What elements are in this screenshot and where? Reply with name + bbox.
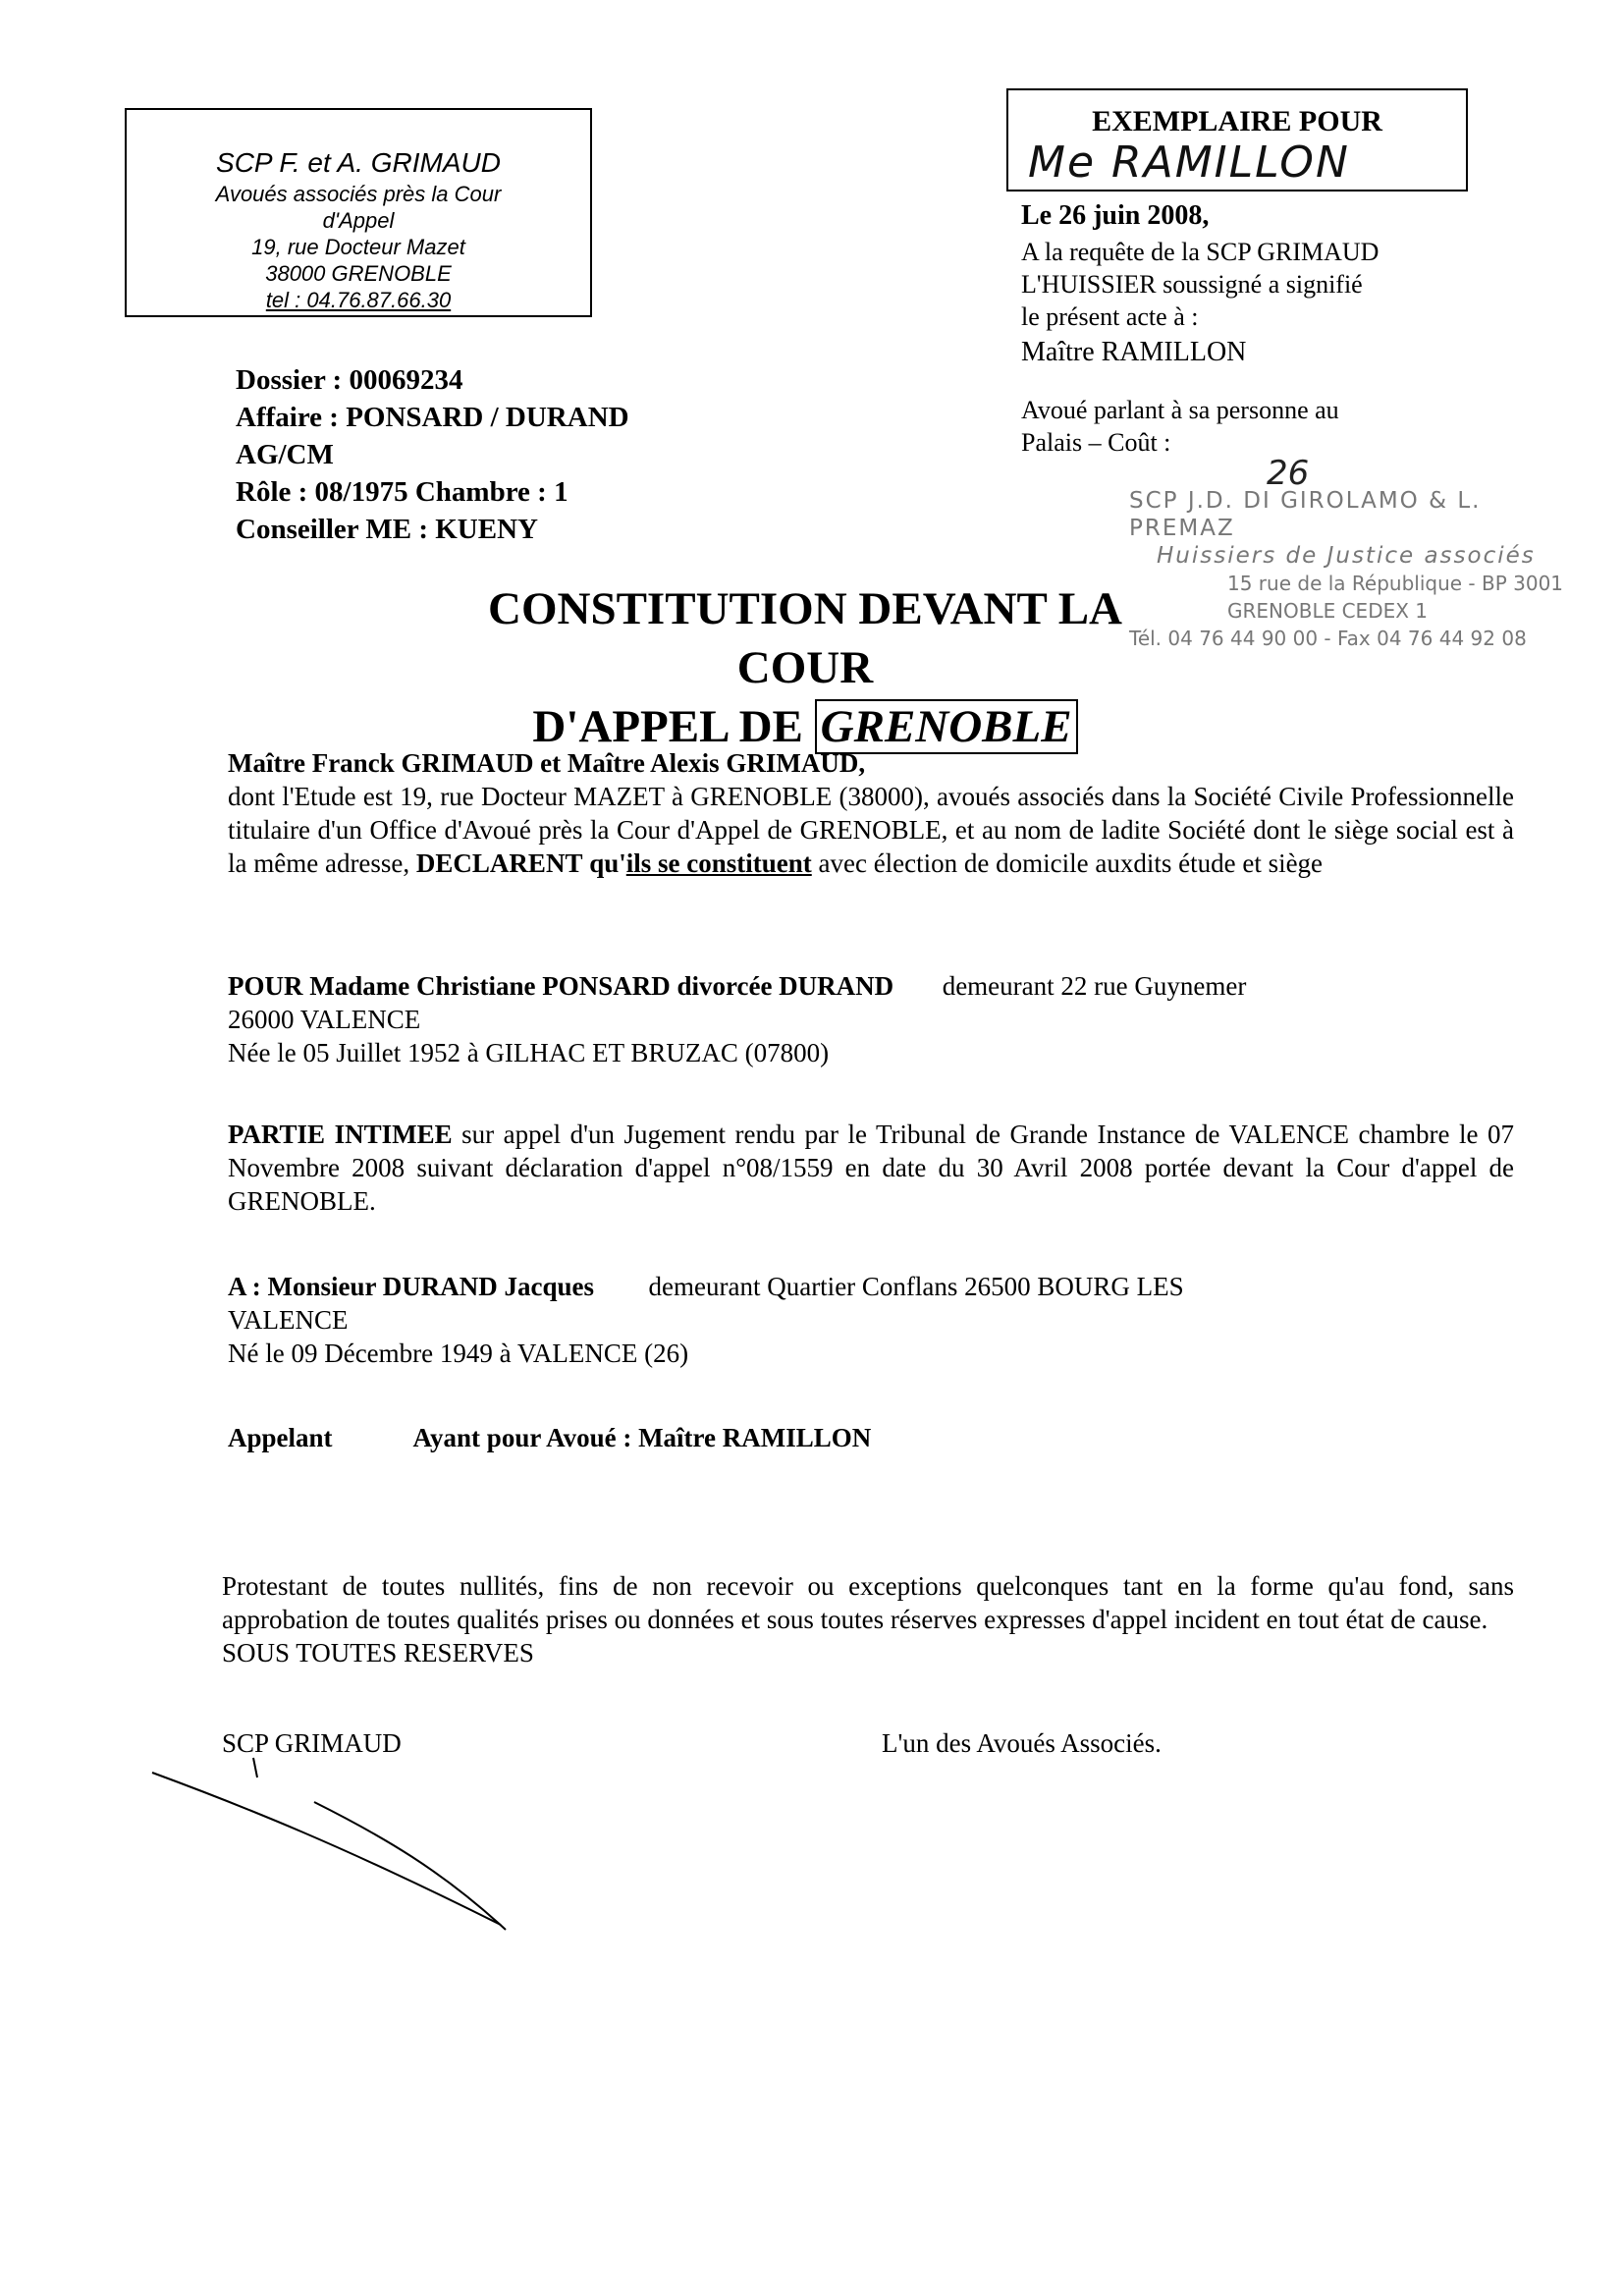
dossier-info (236, 361, 629, 548)
firm-box (125, 108, 592, 317)
handwritten-cost: 26 (1267, 454, 1310, 493)
partie-label: PARTIE INTIMEE (228, 1120, 453, 1149)
intro-lawyers: Maître Franck GRIMAUD et Maître Alexis GRIMAUD, (228, 748, 866, 778)
service-block (1021, 196, 1571, 459)
stamp-line-1: SCP J.D. DI GIROLAMO & L. PREMAZ (1129, 488, 1482, 541)
dossier-role: Rôle : 08/1975 Chambre : 1 (236, 476, 568, 508)
a-city: VALENCE (228, 1305, 349, 1335)
pour-city: 26000 VALENCE (228, 1005, 421, 1034)
service-line-3: le présent acte à : (1021, 302, 1199, 331)
firm-line-2: d'Appel (322, 208, 395, 233)
dossier-affaire: Affaire : PONSARD / DURAND (236, 402, 629, 433)
closing-scp: SCP GRIMAUD (222, 1728, 402, 1758)
title-line-1: CONSTITUTION DEVANT LA COUR (488, 583, 1122, 693)
intro-text: dont l'Etude est 19, rue Docteur MAZET à GRENOBLE (38000), avoués associés dans la Société Civile Professionnelle titulaire d'un Office d'Avoué près la Cour d'Appel de GRENOBLE, et au nom de ladite Société dont le siège social est à la même adresse, (228, 782, 1514, 878)
title-city: GRENOBLE (815, 699, 1078, 754)
title-line-2: D'APPEL DE GRENOBLE (432, 697, 1178, 756)
intro-paragraph (228, 746, 1514, 880)
stamp-line-3: 15 rue de la République - BP 3001 (1227, 572, 1564, 595)
firm-line-4: 38000 GRENOBLE (265, 261, 452, 286)
dossier-ref: AG/CM (236, 439, 334, 470)
partie-text: sur appel d'un Jugement rendu par le Tribunal de Grande Instance de VALENCE chambre le 07 Novembre 2008 suivant déclaration d'appel n°08/1559 en date du 30 Avril 2008 portée devant la Cour d'appel de GRENOBLE. (228, 1120, 1514, 1216)
closing-paragraph (222, 1569, 1514, 1669)
signature-strokes (147, 1753, 520, 1949)
copy-box (1006, 88, 1468, 191)
stamp-line-5: Tél. 04 76 44 90 00 - Fax 04 76 44 92 08 (1129, 627, 1527, 650)
firm-line-3: 19, rue Docteur Mazet (251, 235, 465, 259)
page-title (432, 579, 1178, 756)
firm-line-1: Avoués associés près la Cour (215, 182, 502, 206)
closing-role: L'un des Avoués Associés. (882, 1728, 1162, 1758)
pour-address: demeurant 22 rue Guynemer (942, 971, 1247, 1001)
service-line-2: L'HUISSIER soussigné a signifié (1021, 270, 1363, 299)
dossier-conseiller: Conseiller ME : KUENY (236, 514, 538, 545)
a-born: Né le 09 Décembre 1949 à VALENCE (26) (228, 1339, 689, 1368)
service-line-5: Palais – Coût : (1021, 428, 1171, 457)
closing-protest: Protestant de toutes nullités, fins de non recevoir ou exceptions quelconques tant en la forme qu'au fond, sans approbation de toutes qualités prises ou données et sous toutes réserves expresses d'appel incident en tout état de cause. (222, 1571, 1514, 1634)
stamp-line-2: Huissiers de Justice associés (1157, 543, 1536, 569)
firm-name: SCP F. et A. GRIMAUD (216, 147, 501, 178)
service-recipient: Maître RAMILLON (1021, 337, 1247, 367)
pour-label: POUR Madame Christiane PONSARD divorcée DURAND (228, 971, 894, 1001)
appelant-avoue: Ayant pour Avoué : Maître RAMILLON (412, 1423, 872, 1452)
intro-qu: qu' (589, 848, 626, 878)
closing-reserves: SOUS TOUTES RESERVES (222, 1638, 534, 1667)
stamp-line-4: GRENOBLE CEDEX 1 (1227, 599, 1429, 623)
pour-born: Née le 05 Juillet 1952 à GILHAC ET BRUZAC (07800) (228, 1038, 830, 1067)
service-date: Le 26 juin 2008, (1021, 200, 1210, 231)
service-line-4: Avoué parlant à sa personne au (1021, 396, 1339, 424)
appelant-block (228, 1421, 1514, 1454)
a-address: demeurant Quartier Conflans 26500 BOURG LES (648, 1272, 1184, 1301)
intro-constitute: ils se constituent (625, 848, 812, 878)
copy-handwritten: Me RAMILLON (1028, 137, 1350, 188)
partie-block (228, 1118, 1514, 1218)
a-block (228, 1270, 1514, 1370)
a-label: A : Monsieur DURAND Jacques (228, 1272, 595, 1301)
firm-tel: tel : 04.76.87.66.30 (265, 288, 452, 312)
appelant-label: Appelant (228, 1423, 333, 1452)
intro-declare: DECLARENT (415, 848, 583, 878)
copy-title: EXEMPLAIRE POUR (1092, 105, 1382, 137)
bailiff-stamp (1129, 487, 1591, 652)
dossier-number: Dossier : 00069234 (236, 364, 463, 396)
pour-block (228, 969, 1514, 1069)
service-line-1: A la requête de la SCP GRIMAUD (1021, 238, 1380, 266)
intro-rest: avec élection de domicile auxdits étude et siège (811, 848, 1324, 878)
